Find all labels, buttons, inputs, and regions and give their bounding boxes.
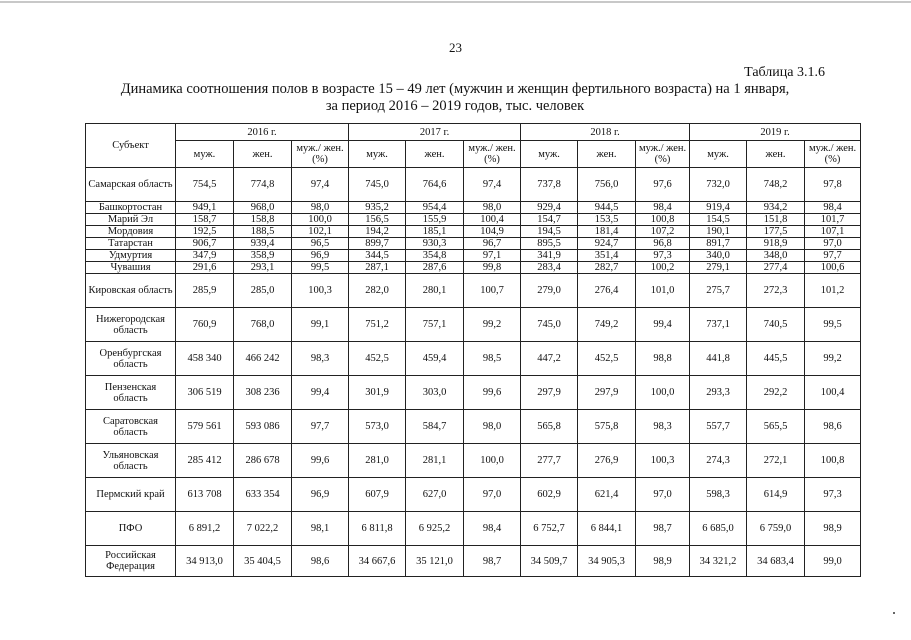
header-column: муж. <box>690 141 747 168</box>
table-cell: 277,7 <box>521 444 578 478</box>
row-subject: Пермский край <box>86 478 176 512</box>
table-cell: 272,3 <box>747 274 805 308</box>
table-cell: 98,1 <box>292 512 349 546</box>
table-cell: 100,4 <box>805 376 861 410</box>
table-cell: 101,2 <box>805 274 861 308</box>
table-cell: 276,9 <box>578 444 636 478</box>
table-cell: 740,5 <box>747 308 805 342</box>
table-cell: 153,5 <box>578 214 636 226</box>
table-number: Таблица 3.1.6 <box>744 65 825 80</box>
table-cell: 100,0 <box>636 376 690 410</box>
table-cell: 760,9 <box>176 308 234 342</box>
table-cell: 447,2 <box>521 342 578 376</box>
table-cell: 104,9 <box>464 226 521 238</box>
table-cell: 918,9 <box>747 238 805 250</box>
row-subject: Кировская область <box>86 274 176 308</box>
table-cell: 101,7 <box>805 214 861 226</box>
table-row <box>86 376 861 410</box>
header-row-years <box>86 124 861 141</box>
table-cell: 98,3 <box>292 342 349 376</box>
table-cell: 627,0 <box>406 478 464 512</box>
table-cell: 97,7 <box>805 250 861 262</box>
header-column: муж. <box>521 141 578 168</box>
table-cell: 35 404,5 <box>234 546 292 577</box>
table-cell: 99,5 <box>292 262 349 274</box>
table-cell: 579 561 <box>176 410 234 444</box>
table-cell: 930,3 <box>406 238 464 250</box>
table-cell: 929,4 <box>521 202 578 214</box>
table-cell: 100,0 <box>464 444 521 478</box>
table-cell: 613 708 <box>176 478 234 512</box>
table-cell: 279,0 <box>521 274 578 308</box>
table-cell: 768,0 <box>234 308 292 342</box>
table-row <box>86 262 861 274</box>
table-cell: 757,1 <box>406 308 464 342</box>
table-cell: 348,0 <box>747 250 805 262</box>
table-cell: 633 354 <box>234 478 292 512</box>
table-row <box>86 226 861 238</box>
table-cell: 98,7 <box>464 546 521 577</box>
table-cell: 98,7 <box>636 512 690 546</box>
table-cell: 98,0 <box>464 410 521 444</box>
table-cell: 272,1 <box>747 444 805 478</box>
table-cell: 954,4 <box>406 202 464 214</box>
table-cell: 565,5 <box>747 410 805 444</box>
header-column: жен. <box>578 141 636 168</box>
table-cell: 100,6 <box>805 262 861 274</box>
row-subject: Саратовская область <box>86 410 176 444</box>
table-cell: 99,1 <box>292 308 349 342</box>
table-cell: 293,1 <box>234 262 292 274</box>
scan-speck <box>893 612 895 614</box>
table-cell: 96,9 <box>292 250 349 262</box>
table-cell: 98,4 <box>464 512 521 546</box>
table-cell: 100,7 <box>464 274 521 308</box>
table-cell: 99,6 <box>292 444 349 478</box>
table-cell: 6 811,8 <box>349 512 406 546</box>
header-year: 2017 г. <box>349 124 521 141</box>
table-cell: 98,5 <box>464 342 521 376</box>
table-cell: 280,1 <box>406 274 464 308</box>
table-cell: 285,9 <box>176 274 234 308</box>
header-column: муж. <box>176 141 234 168</box>
table-cell: 286 678 <box>234 444 292 478</box>
table-cell: 297,9 <box>578 376 636 410</box>
table-row <box>86 308 861 342</box>
header-year: 2016 г. <box>176 124 349 141</box>
table-cell: 99,8 <box>464 262 521 274</box>
table-cell: 274,3 <box>690 444 747 478</box>
table-cell: 935,2 <box>349 202 406 214</box>
table-cell: 891,7 <box>690 238 747 250</box>
table-cell: 459,4 <box>406 342 464 376</box>
table-cell: 358,9 <box>234 250 292 262</box>
table-cell: 584,7 <box>406 410 464 444</box>
table-row <box>86 546 861 577</box>
table-cell: 99,5 <box>805 308 861 342</box>
table-cell: 754,5 <box>176 168 234 202</box>
table-cell: 279,1 <box>690 262 747 274</box>
table-cell: 99,2 <box>805 342 861 376</box>
table-cell: 97,6 <box>636 168 690 202</box>
table-row <box>86 214 861 226</box>
table-cell: 277,4 <box>747 262 805 274</box>
table-cell: 565,8 <box>521 410 578 444</box>
table-cell: 6 844,1 <box>578 512 636 546</box>
table-cell: 188,5 <box>234 226 292 238</box>
row-subject: Удмуртия <box>86 250 176 262</box>
table-cell: 194,2 <box>349 226 406 238</box>
table-cell: 737,8 <box>521 168 578 202</box>
table-cell: 98,6 <box>292 546 349 577</box>
table-cell: 607,9 <box>349 478 406 512</box>
table-cell: 100,0 <box>292 214 349 226</box>
table-cell: 282,7 <box>578 262 636 274</box>
row-subject: Ульяновская область <box>86 444 176 478</box>
table-cell: 97,0 <box>464 478 521 512</box>
header-year: 2019 г. <box>690 124 861 141</box>
table-row <box>86 250 861 262</box>
header-column: муж. <box>349 141 406 168</box>
row-subject: Башкортостан <box>86 202 176 214</box>
data-table <box>85 123 861 577</box>
header-column: муж./ жен.(%) <box>636 141 690 168</box>
table-cell: 737,1 <box>690 308 747 342</box>
table-cell: 297,9 <box>521 376 578 410</box>
table-row <box>86 512 861 546</box>
table-cell: 100,8 <box>636 214 690 226</box>
row-subject: Татарстан <box>86 238 176 250</box>
table-cell: 341,9 <box>521 250 578 262</box>
table-cell: 99,0 <box>805 546 861 577</box>
table-cell: 97,8 <box>805 168 861 202</box>
table-cell: 906,7 <box>176 238 234 250</box>
table-cell: 107,1 <box>805 226 861 238</box>
table-cell: 919,4 <box>690 202 747 214</box>
table-cell: 97,3 <box>805 478 861 512</box>
table-cell: 285 412 <box>176 444 234 478</box>
table-cell: 6 891,2 <box>176 512 234 546</box>
table-cell: 924,7 <box>578 238 636 250</box>
table-cell: 100,2 <box>636 262 690 274</box>
header-column: жен. <box>406 141 464 168</box>
table-cell: 466 242 <box>234 342 292 376</box>
table-cell: 340,0 <box>690 250 747 262</box>
table-cell: 347,9 <box>176 250 234 262</box>
table-cell: 97,1 <box>464 250 521 262</box>
table-cell: 949,1 <box>176 202 234 214</box>
table-caption <box>70 81 840 115</box>
header-column: жен. <box>234 141 292 168</box>
row-subject: ПФО <box>86 512 176 546</box>
table-cell: 98,6 <box>805 410 861 444</box>
table-cell: 745,0 <box>349 168 406 202</box>
table-cell: 452,5 <box>578 342 636 376</box>
table-cell: 441,8 <box>690 342 747 376</box>
table-cell: 194,5 <box>521 226 578 238</box>
caption-line-1: Динамика соотношения полов в возрасте 15 – 49 лет (мужчин и женщин фертильного возраста) на 1 января, <box>120 81 790 97</box>
caption-line-2: за период 2016 – 2019 годов, тыс. человек <box>325 98 585 114</box>
table-cell: 97,3 <box>636 250 690 262</box>
table-cell: 458 340 <box>176 342 234 376</box>
table-cell: 749,2 <box>578 308 636 342</box>
table-cell: 934,2 <box>747 202 805 214</box>
table-cell: 99,4 <box>636 308 690 342</box>
table-cell: 285,0 <box>234 274 292 308</box>
table-cell: 6 759,0 <box>747 512 805 546</box>
table-cell: 968,0 <box>234 202 292 214</box>
table-cell: 6 925,2 <box>406 512 464 546</box>
table-cell: 155,9 <box>406 214 464 226</box>
table-cell: 573,0 <box>349 410 406 444</box>
table-cell: 177,5 <box>747 226 805 238</box>
header-column: муж./ жен. (%) <box>292 141 349 168</box>
table-cell: 99,2 <box>464 308 521 342</box>
table-cell: 283,4 <box>521 262 578 274</box>
table-row <box>86 274 861 308</box>
table-cell: 100,8 <box>805 444 861 478</box>
table-cell: 354,8 <box>406 250 464 262</box>
table-cell: 98,4 <box>636 202 690 214</box>
table-cell: 34 321,2 <box>690 546 747 577</box>
table-cell: 99,6 <box>464 376 521 410</box>
table-cell: 602,9 <box>521 478 578 512</box>
table-cell: 748,2 <box>747 168 805 202</box>
table-cell: 292,2 <box>747 376 805 410</box>
table-row <box>86 444 861 478</box>
table-cell: 34 683,4 <box>747 546 805 577</box>
table-cell: 275,7 <box>690 274 747 308</box>
table-cell: 156,5 <box>349 214 406 226</box>
table-row <box>86 342 861 376</box>
table-cell: 100,4 <box>464 214 521 226</box>
table-cell: 151,8 <box>747 214 805 226</box>
table-cell: 774,8 <box>234 168 292 202</box>
table-cell: 34 509,7 <box>521 546 578 577</box>
table-cell: 575,8 <box>578 410 636 444</box>
table-cell: 154,7 <box>521 214 578 226</box>
table-cell: 344,5 <box>349 250 406 262</box>
table-cell: 621,4 <box>578 478 636 512</box>
table-cell: 96,7 <box>464 238 521 250</box>
table-cell: 98,4 <box>805 202 861 214</box>
table-cell: 34 905,3 <box>578 546 636 577</box>
page-number: 23 <box>449 40 462 55</box>
table-cell: 102,1 <box>292 226 349 238</box>
table-cell: 181,4 <box>578 226 636 238</box>
table-cell: 306 519 <box>176 376 234 410</box>
table-cell: 291,6 <box>176 262 234 274</box>
table-cell: 158,8 <box>234 214 292 226</box>
row-subject: Мордовия <box>86 226 176 238</box>
table-cell: 351,4 <box>578 250 636 262</box>
table-cell: 614,9 <box>747 478 805 512</box>
table-cell: 97,0 <box>805 238 861 250</box>
table-cell: 557,7 <box>690 410 747 444</box>
table-row <box>86 202 861 214</box>
table-cell: 185,1 <box>406 226 464 238</box>
table-cell: 34 913,0 <box>176 546 234 577</box>
table-cell: 276,4 <box>578 274 636 308</box>
row-subject: Нижегородская область <box>86 308 176 342</box>
table-cell: 190,1 <box>690 226 747 238</box>
table-row <box>86 478 861 512</box>
table-cell: 96,8 <box>636 238 690 250</box>
table-cell: 97,7 <box>292 410 349 444</box>
table-cell: 301,9 <box>349 376 406 410</box>
table-cell: 96,5 <box>292 238 349 250</box>
row-subject: Оренбургская область <box>86 342 176 376</box>
table-cell: 944,5 <box>578 202 636 214</box>
table-cell: 101,0 <box>636 274 690 308</box>
table-cell: 6 752,7 <box>521 512 578 546</box>
table-row <box>86 238 861 250</box>
table-cell: 593 086 <box>234 410 292 444</box>
table-cell: 97,0 <box>636 478 690 512</box>
table-cell: 745,0 <box>521 308 578 342</box>
table-cell: 732,0 <box>690 168 747 202</box>
table-cell: 154,5 <box>690 214 747 226</box>
table-cell: 158,7 <box>176 214 234 226</box>
header-column: муж./ жен. (%) <box>464 141 521 168</box>
scan-top-edge <box>0 1 911 3</box>
table-cell: 97,4 <box>464 168 521 202</box>
table-cell: 445,5 <box>747 342 805 376</box>
table-cell: 287,1 <box>349 262 406 274</box>
table-cell: 303,0 <box>406 376 464 410</box>
table-cell: 6 685,0 <box>690 512 747 546</box>
header-subject: Субъект <box>86 124 176 168</box>
table-cell: 34 667,6 <box>349 546 406 577</box>
table-cell: 452,5 <box>349 342 406 376</box>
row-subject: Самарская область <box>86 168 176 202</box>
table-cell: 107,2 <box>636 226 690 238</box>
table-cell: 35 121,0 <box>406 546 464 577</box>
table-cell: 97,4 <box>292 168 349 202</box>
table-row <box>86 410 861 444</box>
row-subject: Российская Федерация <box>86 546 176 577</box>
table-cell: 192,5 <box>176 226 234 238</box>
table-cell: 756,0 <box>578 168 636 202</box>
table-cell: 895,5 <box>521 238 578 250</box>
table-cell: 598,3 <box>690 478 747 512</box>
table-cell: 98,3 <box>636 410 690 444</box>
table-cell: 899,7 <box>349 238 406 250</box>
table-cell: 939,4 <box>234 238 292 250</box>
table-cell: 98,9 <box>636 546 690 577</box>
table-cell: 751,2 <box>349 308 406 342</box>
table-cell: 308 236 <box>234 376 292 410</box>
table-cell: 96,9 <box>292 478 349 512</box>
table-cell: 293,3 <box>690 376 747 410</box>
table-cell: 281,0 <box>349 444 406 478</box>
row-subject: Марий Эл <box>86 214 176 226</box>
header-row-columns <box>86 141 861 168</box>
row-subject: Чувашия <box>86 262 176 274</box>
table-cell: 98,8 <box>636 342 690 376</box>
row-subject: Пензенская область <box>86 376 176 410</box>
table-cell: 281,1 <box>406 444 464 478</box>
table-cell: 7 022,2 <box>234 512 292 546</box>
table-cell: 287,6 <box>406 262 464 274</box>
table-cell: 98,9 <box>805 512 861 546</box>
header-column: муж./ жен. (%) <box>805 141 861 168</box>
table-cell: 99,4 <box>292 376 349 410</box>
table-cell: 98,0 <box>292 202 349 214</box>
table-cell: 100,3 <box>292 274 349 308</box>
table-cell: 764,6 <box>406 168 464 202</box>
table-row <box>86 168 861 202</box>
header-year: 2018 г. <box>521 124 690 141</box>
table-cell: 282,0 <box>349 274 406 308</box>
header-column: жен. <box>747 141 805 168</box>
table-cell: 98,0 <box>464 202 521 214</box>
table-cell: 100,3 <box>636 444 690 478</box>
